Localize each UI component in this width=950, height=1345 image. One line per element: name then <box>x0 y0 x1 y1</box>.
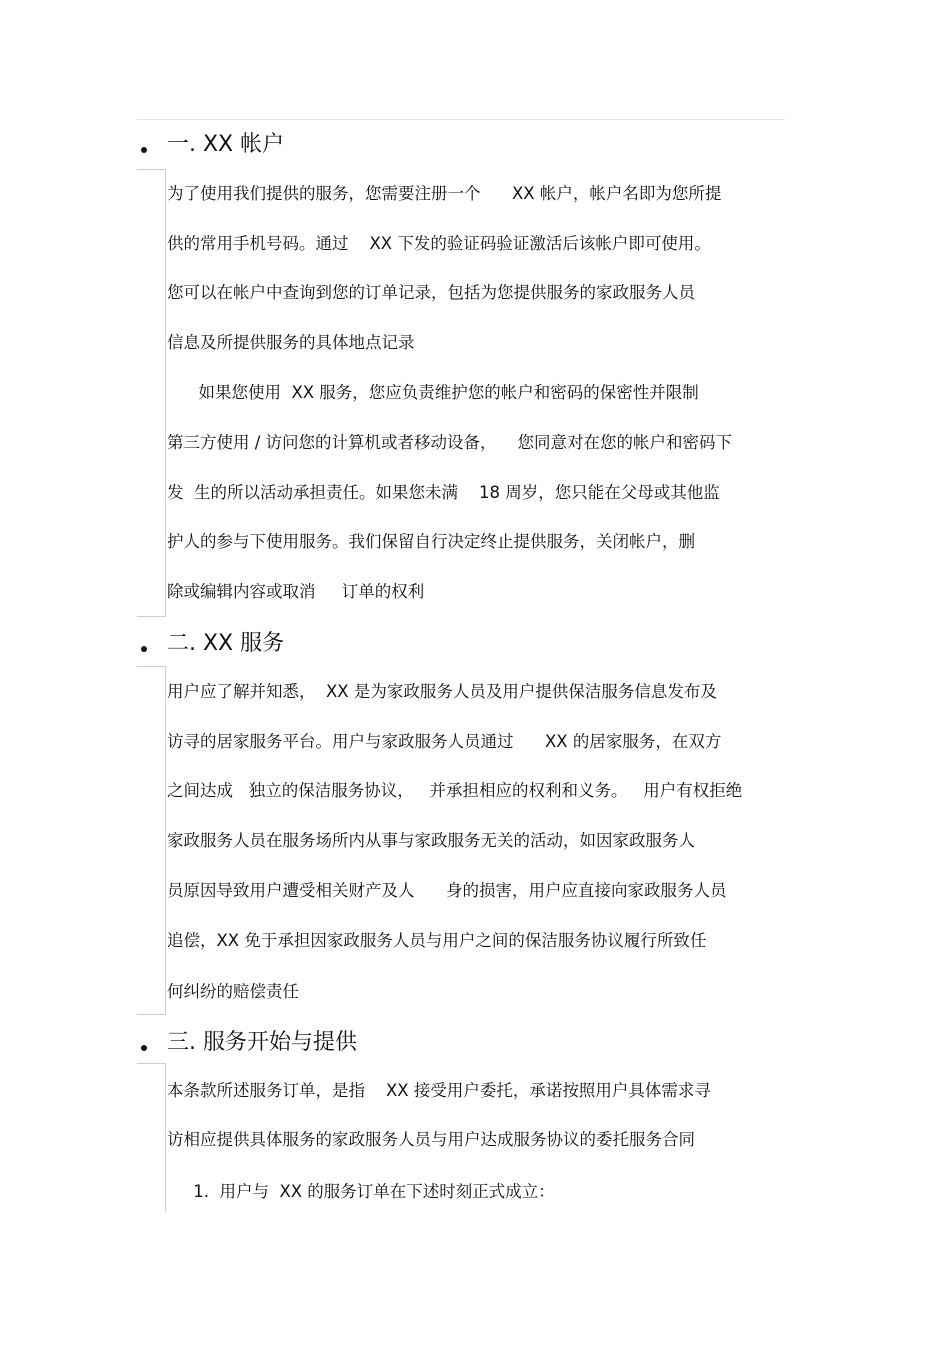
paragraph-line: 如果您使用 XX 服务，您应负责维护您的帐户和密码的保密性并限制 <box>167 383 699 402</box>
top-divider <box>137 119 785 120</box>
list-item: 1. 用户与 XX 的服务订单在下述时刻正式成立： <box>167 1182 555 1201</box>
section-heading: 二. XX 服务 <box>167 631 285 656</box>
section-bracket <box>137 1063 166 1212</box>
paragraph-line: 之间达成 独立的保洁服务协议， 并承担相应的权利和义务。 用户有权拒绝 <box>167 781 743 800</box>
paragraph-line: 为了使用我们提供的服务，您需要注册一个 XX 帐户，帐户名即为您所提 <box>167 184 722 203</box>
paragraph-line: 何纠纷的赔偿责任 <box>167 982 299 1001</box>
paragraph-line: 访寻的居家服务平台。用户与家政服务人员通过 XX 的居家服务，在双方 <box>167 732 722 751</box>
section-heading: 一. XX 帐户 <box>167 132 285 157</box>
paragraph-line: 您可以在帐户中查询到您的订单记录，包括为您提供服务的家政服务人员 <box>167 283 695 302</box>
paragraph-line: 访相应提供具体服务的家政服务人员与用户达成服务协议的委托服务合同 <box>167 1130 695 1149</box>
paragraph-line: 除或编辑内容或取消 订单的权利 <box>167 582 425 601</box>
paragraph-line: 发 生的所以活动承担责任。如果您未满 18 周岁，您只能在父母或其他监 <box>167 483 720 502</box>
bullet-icon <box>141 1045 147 1051</box>
paragraph-line: 本条款所述服务订单，是指 XX 接受用户委托，承诺按照用户具体需求寻 <box>167 1081 711 1100</box>
section-bracket <box>137 666 166 1015</box>
paragraph-line: 追偿，XX 免于承担因家政服务人员与用户之间的保洁服务协议履行所致任 <box>167 931 707 950</box>
paragraph-line: 供的常用手机号码。通过 XX 下发的验证码验证激活后该帐户即可使用。 <box>167 234 711 253</box>
bullet-icon <box>141 646 147 652</box>
section-bracket <box>137 169 166 617</box>
paragraph-line: 用户应了解并知悉， XX 是为家政服务人员及用户提供保洁服务信息发布及 <box>167 682 717 701</box>
paragraph-line: 护人的参与下使用服务。我们保留自行决定终止提供服务，关闭帐户，删 <box>167 532 695 551</box>
bullet-icon <box>141 147 147 153</box>
paragraph-line: 员原因导致用户遭受相关财产及人 身的损害，用户应直接向家政服务人员 <box>167 881 727 900</box>
paragraph-line: 第三方使用 / 访问您的计算机或者移动设备， 您同意对在您的帐户和密码下 <box>167 433 733 452</box>
section-heading: 三. 服务开始与提供 <box>167 1030 357 1055</box>
paragraph-line: 家政服务人员在服务场所内从事与家政服务无关的活动，如因家政服务人 <box>167 831 695 850</box>
paragraph-line: 信息及所提供服务的具体地点记录 <box>167 333 415 352</box>
